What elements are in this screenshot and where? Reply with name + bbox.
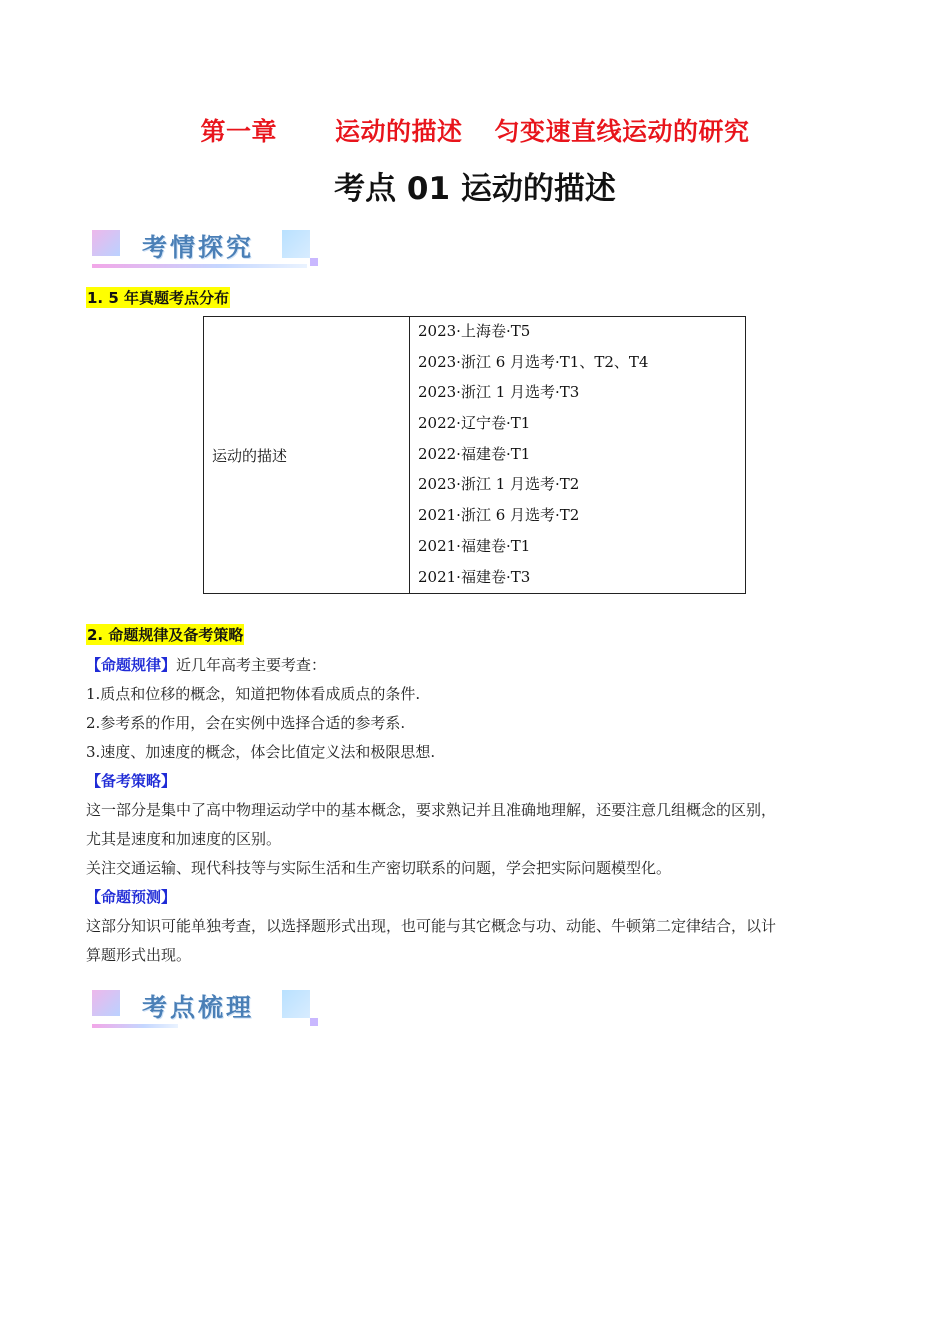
banner-decor-square bbox=[92, 230, 120, 256]
banner-decor-square bbox=[92, 990, 120, 1016]
table-topic-cell: 运动的描述 bbox=[204, 317, 410, 594]
exam-item: 2021·福建卷·T1 bbox=[418, 536, 531, 555]
table-row bbox=[204, 317, 746, 594]
chapter-number: 第一章 bbox=[200, 117, 277, 146]
banner-underline bbox=[92, 264, 307, 268]
chapter-title bbox=[0, 112, 950, 148]
exam-item: 2023·上海卷·T5 bbox=[418, 322, 531, 340]
exam-item: 2021·福建卷·T3 bbox=[418, 567, 531, 586]
rule-intro: 近几年高考主要考查： bbox=[176, 656, 327, 674]
rule-paragraph bbox=[86, 651, 866, 970]
banner-decor-square bbox=[282, 990, 310, 1018]
exam-item: 2023·浙江 1 月选考·T3 bbox=[418, 383, 580, 402]
strategy-line: 这一部分是集中了高中物理运动学中的基本概念，要求熟记并且准确地理解，还要注意几组概念的区别， bbox=[86, 801, 777, 819]
exam-item: 2023·浙江 1 月选考·T2 bbox=[418, 475, 580, 494]
section2-heading: 2. 命题规律及备考策略 bbox=[87, 626, 244, 644]
exam-item: 2021·浙江 6 月选考·T2 bbox=[418, 506, 580, 525]
rule-item: 1.质点和位移的概念，知道把物体看成质点的条件. bbox=[86, 685, 421, 703]
banner-decor-dot bbox=[310, 258, 318, 266]
table-exam-cell bbox=[410, 317, 746, 594]
review-banner-label: 考点梳理 bbox=[142, 993, 255, 1022]
forecast-line: 这部分知识可能单独考查，以选择题形式出现，也可能与其它概念与功、动能、牛顿第二定律结合，以计 bbox=[86, 917, 777, 935]
banner-decor-square bbox=[282, 230, 310, 258]
forecast-tag: 【命题预测】 bbox=[86, 888, 177, 906]
chapter-title-b: 匀变速直线运动的研究 bbox=[494, 117, 750, 146]
strategy-tag: 【备考策略】 bbox=[86, 772, 177, 790]
chapter-title-a: 运动的描述 bbox=[334, 117, 463, 146]
rule-item: 2.参考系的作用，会在实例中选择合适的参考系. bbox=[86, 714, 406, 732]
exam-distribution-table bbox=[203, 316, 746, 594]
banner-underline bbox=[92, 1024, 178, 1028]
exam-item: 2022·福建卷·T1 bbox=[418, 444, 531, 463]
banner-decor-dot bbox=[310, 1018, 318, 1026]
strategy-line: 关注交通运输、现代科技等与实际生活和生产密切联系的问题，学会把实际问题模型化。 bbox=[86, 859, 672, 877]
analysis-banner-label: 考情探究 bbox=[142, 233, 255, 262]
rule-intro-line bbox=[86, 651, 866, 680]
forecast-line: 算题形式出现。 bbox=[86, 946, 192, 964]
exam-item: 2022·辽宁卷·T1 bbox=[418, 414, 531, 433]
review-banner bbox=[92, 988, 322, 1034]
analysis-banner bbox=[92, 228, 322, 274]
exam-item: 2023·浙江 6 月选考·T1、T2、T4 bbox=[418, 352, 649, 371]
section1-heading: 1. 5 年真题考点分布 bbox=[87, 289, 230, 307]
rule-tag: 【命题规律】 bbox=[86, 656, 177, 674]
strategy-line: 尤其是速度和加速度的区别。 bbox=[86, 830, 282, 848]
rule-item: 3.速度、加速度的概念，体会比值定义法和极限思想. bbox=[86, 743, 436, 761]
topic-title: 考点 01 运动的描述 bbox=[334, 171, 616, 207]
